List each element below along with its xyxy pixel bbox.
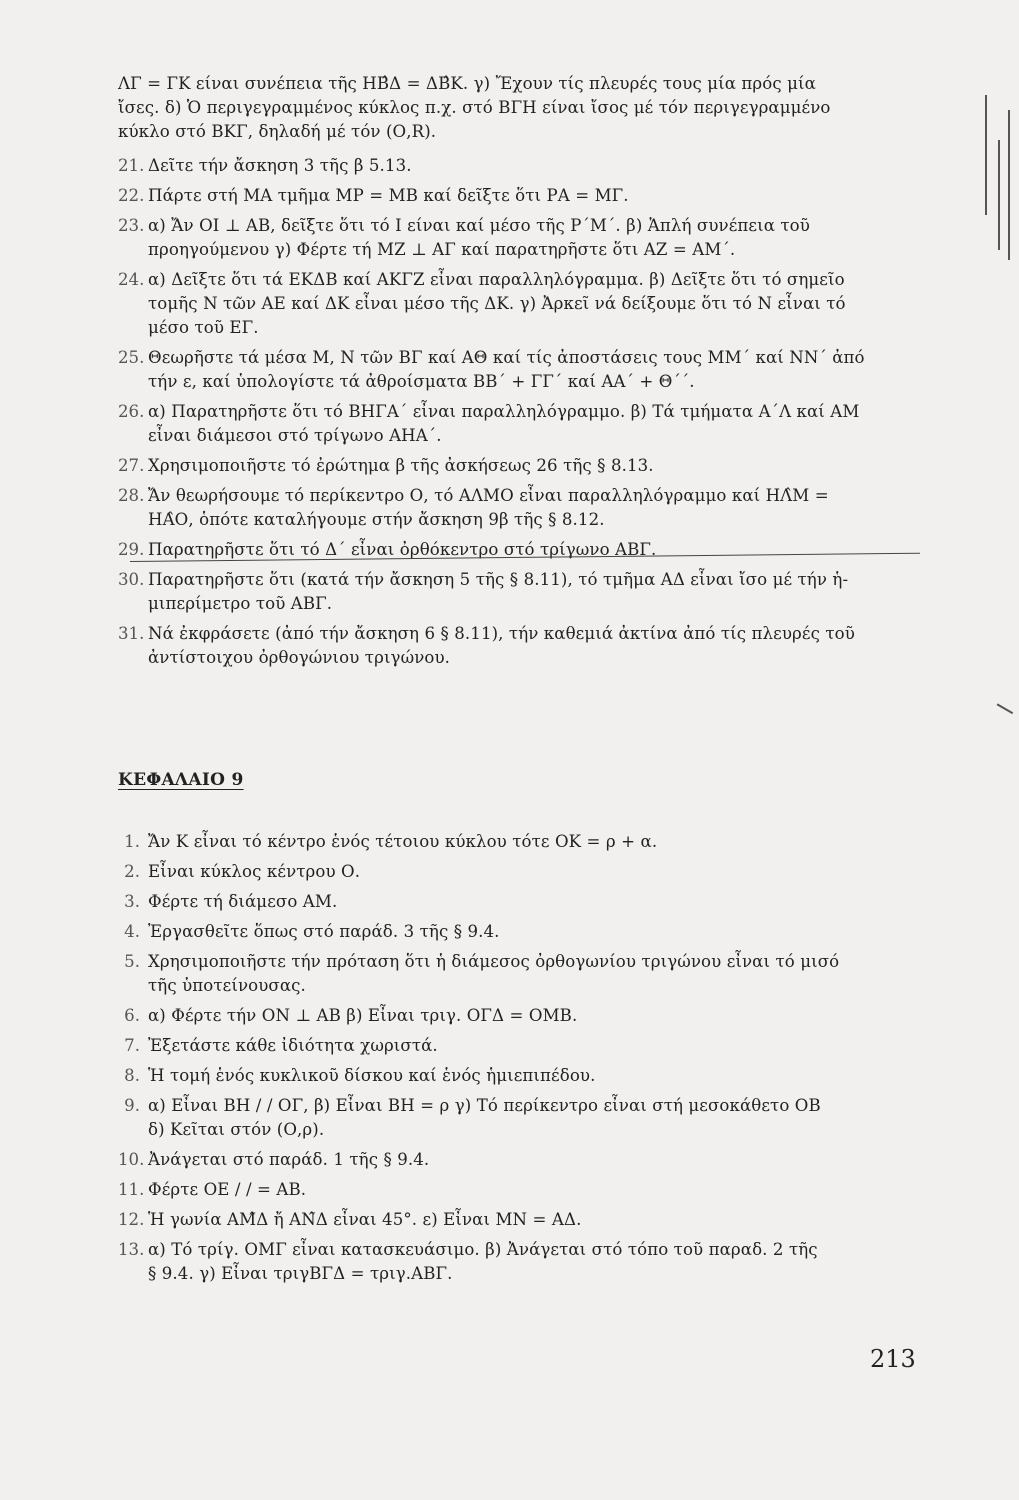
item-number: 10. (118, 1150, 145, 1169)
item-line: Παρατηρῆστε ὅτι τό Δ΄ εἶναι ὀρθόκεντρο στό τρίγωνο ΑΒΓ. (148, 540, 657, 559)
answer-item (118, 1004, 918, 1028)
answer-item (118, 1178, 918, 1202)
item-line: τήν ε, καί ὑπολογίστε τά ἀθροίσματα ΒΒ΄ + ΓΓ΄ καί ΑΑ΄ + Θ΄΄. (148, 372, 695, 391)
answer-item (118, 860, 918, 884)
answer-item (118, 830, 918, 854)
item-text (148, 1094, 918, 1142)
item-line: Ἐξετάστε κάθε ἰδιότητα χωριστά. (148, 1036, 438, 1055)
margin-pencil-mark (1008, 110, 1010, 260)
item-line: Ἄν Κ εἶναι τό κέντρο ἑνός τέτοιου κύκλου τότε ΟΚ = ρ + α. (148, 832, 658, 851)
answer-item (118, 268, 918, 340)
item-number: 3. (124, 892, 140, 911)
item-number: 31. (118, 624, 145, 643)
item-number: 22. (118, 186, 145, 205)
item-line: δ) Κεῖται στόν (Ο,ρ). (148, 1120, 325, 1139)
item-line: ΗΑ̂Ο, ὁπότε καταλήγουμε στήν ἄσκηση 9β τῆς § 8.12. (148, 510, 605, 529)
item-number: 25. (118, 348, 145, 367)
item-number: 21. (118, 156, 145, 175)
answer-item (118, 538, 918, 562)
item-line: Ἀνάγεται στό παράδ. 1 τῆς § 9.4. (148, 1150, 430, 1169)
item-text (148, 622, 918, 670)
item-text (148, 1034, 918, 1058)
answer-item (118, 1094, 918, 1142)
item-text (148, 538, 918, 562)
item-line: α) Δεῖξτε ὅτι τά ΕΚΔΒ καί ΑΚΓΖ εἶναι παραλληλόγραμμα. β) Δεῖξτε ὅτι τό σημεῖο (148, 270, 845, 289)
item-line: Νά ἐκφράσετε (ἀπό τήν ἄσκηση 6 § 8.11), τήν καθεμιά ἀκτίνα ἀπό τίς πλευρές τοῦ (148, 624, 855, 643)
intro-line: κύκλο στό ΒΚΓ, δηλαδή μέ τόν (Ο,R). (118, 122, 437, 141)
item-text (148, 1064, 918, 1088)
item-line: Παρατηρῆστε ὅτι (κατά τήν ἄσκηση 5 τῆς § 8.11), τό τμῆμα ΑΔ εἶναι ἴσο μέ τήν ἡ- (148, 570, 849, 589)
margin-pencil-mark (985, 95, 987, 215)
item-text (148, 154, 918, 178)
item-line: Ἡ γωνία ΑΜ̂Δ ἤ ΑΝ̂Δ εἶναι 45°. ε) Εἶναι ΜΝ = ΑΔ. (148, 1210, 582, 1229)
answer-item (118, 1148, 918, 1172)
item-text (148, 1178, 918, 1202)
item-text (148, 1238, 918, 1286)
answer-item (118, 454, 918, 478)
item-number: 26. (118, 402, 145, 421)
chapter-heading: ΚΕΦΑΛΑΙΟ 9 (118, 770, 244, 790)
answer-item (118, 184, 918, 208)
item-number: 24. (118, 270, 145, 289)
item-number: 1. (124, 832, 140, 851)
answer-item (118, 346, 918, 394)
item-line: α) Ἄν ΟΙ ⊥ ΑΒ, δεῖξτε ὅτι τό Ι είναι καί μέσο τῆς Ρ΄Μ΄. β) Ἁπλή συνέπεια τοῦ (148, 216, 810, 235)
item-text (148, 920, 918, 944)
item-line: τομῆς Ν τῶν ΑΕ καί ΔΚ εἶναι μέσο τῆς ΔΚ. γ) Ἀρκεῖ νά δείξουμε ὅτι τό Ν εἶναι τό (148, 294, 846, 313)
item-line: Ἄν θεωρήσουμε τό περίκεντρο Ο, τό ΑΛΜΟ εἶναι παραλληλόγραμμο καί ΗΛ̂Μ = (148, 486, 829, 505)
item-text (148, 454, 918, 478)
item-number: 4. (124, 922, 140, 941)
answer-item (118, 400, 918, 448)
item-line: α) Εἶναι ΒΗ / / ΟΓ, β) Εἶναι ΒΗ = ρ γ) Τό περίκεντρο εἶναι στή μεσοκάθετο ΟΒ (148, 1096, 821, 1115)
item-line: εἶναι διάμεσοι στό τρίγωνο ΑΗΑ΄. (148, 426, 442, 445)
item-text (148, 1148, 918, 1172)
item-number: 23. (118, 216, 145, 235)
item-line: α) Παρατηρῆστε ὅτι τό ΒΗΓΑ΄ εἶναι παραλληλόγραμμο. β) Τά τμήματα Α΄Λ καί ΑΜ (148, 402, 860, 421)
item-number: 13. (118, 1240, 145, 1259)
item-line: μιπερίμετρο τοῦ ΑΒΓ. (148, 594, 333, 613)
item-number: 6. (124, 1006, 140, 1025)
item-number: 12. (118, 1210, 145, 1229)
answer-item (118, 920, 918, 944)
item-number: 30. (118, 570, 145, 589)
item-line: μέσο τοῦ ΕΓ. (148, 318, 259, 337)
answer-item (118, 1208, 918, 1232)
item-number: 7. (124, 1036, 140, 1055)
item-text (148, 268, 918, 340)
item-line: Πάρτε στή ΜΑ τμῆμα ΜΡ = ΜΒ καί δεῖξτε ὅτι ΡΑ = ΜΓ. (148, 186, 629, 205)
item-line: Χρησιμοποιῆστε τήν πρόταση ὅτι ἡ διάμεσος ὀρθογωνίου τριγώνου εἶναι τό μισό (148, 952, 840, 971)
item-text (148, 484, 918, 532)
item-line: Χρησιμοποιῆστε τό ἐρώτημα β τῆς ἀσκήσεως 26 τῆς § 8.13. (148, 456, 654, 475)
item-text (148, 890, 918, 914)
intro-paragraph (118, 72, 918, 144)
item-number: 28. (118, 486, 145, 505)
item-text (148, 1004, 918, 1028)
item-line: προηγούμενου γ) Φέρτε τή ΜΖ ⊥ ΑΓ καί παρατηρῆστε ὅτι ΑΖ = ΑΜ΄. (148, 240, 736, 259)
chapter8-answer-list (118, 154, 918, 676)
item-text (148, 400, 918, 448)
answer-item (118, 950, 918, 998)
item-text (148, 1208, 918, 1232)
intro-line: ἴσες. δ) Ὁ περιγεγραμμένος κύκλος π.χ. στό ΒΓΗ είναι ἴσος μέ τόν περιγεγραμμένο (118, 98, 831, 117)
answer-item (118, 484, 918, 532)
item-number: 8. (124, 1066, 140, 1085)
item-line: § 9.4. γ) Εἶναι τριγΒΓΔ = τριγ.ΑΒΓ. (148, 1264, 453, 1283)
item-text (148, 184, 918, 208)
item-line: α) Τό τρίγ. ΟΜΓ εἶναι κατασκευάσιμο. β) Ἀνάγεται στό τόπο τοῦ παραδ. 2 τῆς (148, 1240, 818, 1259)
item-line: τῆς ὑποτείνουσας. (148, 976, 306, 995)
answer-item (118, 1064, 918, 1088)
item-text (148, 214, 918, 262)
item-text (148, 950, 918, 998)
page-number: 213 (870, 1345, 916, 1373)
answer-item (118, 622, 918, 670)
item-number: 27. (118, 456, 145, 475)
item-line: Θεωρῆστε τά μέσα Μ, Ν τῶν ΒΓ καί ΑΘ καί τίς ἀποστάσεις τους ΜΜ΄ καί ΝΝ΄ ἀπό (148, 348, 865, 367)
margin-pencil-mark (998, 140, 1000, 250)
item-text (148, 568, 918, 616)
answer-item (118, 1238, 918, 1286)
item-line: ἀντίστοιχου ὀρθογώνιου τριγώνου. (148, 648, 451, 667)
answer-item (118, 890, 918, 914)
item-number: 2. (124, 862, 140, 881)
intro-line: ΛΓ = ΓΚ είναι συνέπεια τῆς ΗΒ̂Δ = ΔΒ̂Κ. γ) Ἔχουν τίς πλευρές τους μία πρός μία (118, 74, 816, 93)
item-number: 5. (124, 952, 140, 971)
margin-pencil-mark (997, 704, 1013, 714)
item-number: 29. (118, 540, 145, 559)
item-text (148, 346, 918, 394)
item-line: Ἡ τομή ἑνός κυκλικοῦ δίσκου καί ἑνός ἡμιεπιπέδου. (148, 1066, 596, 1085)
item-line: Φέρτε τή διάμεσο ΑΜ. (148, 892, 338, 911)
item-line: Δεῖτε τήν ἄσκηση 3 τῆς β 5.13. (148, 156, 412, 175)
answer-item (118, 154, 918, 178)
answer-item (118, 1034, 918, 1058)
answer-item (118, 568, 918, 616)
item-line: Ἐργασθεῖτε ὅπως στό παράδ. 3 τῆς § 9.4. (148, 922, 500, 941)
item-line: Εἶναι κύκλος κέντρου Ο. (148, 862, 361, 881)
item-line: Φέρτε ΟΕ / / = ΑΒ. (148, 1180, 307, 1199)
chapter9-answer-list (118, 830, 918, 1292)
item-text (148, 830, 918, 854)
item-number: 11. (118, 1180, 145, 1199)
item-number: 9. (124, 1096, 140, 1115)
answer-item (118, 214, 918, 262)
item-line: α) Φέρτε τήν ΟΝ ⊥ ΑΒ β) Εἶναι τριγ. ΟΓΔ = ΟΜΒ. (148, 1006, 578, 1025)
item-text (148, 860, 918, 884)
